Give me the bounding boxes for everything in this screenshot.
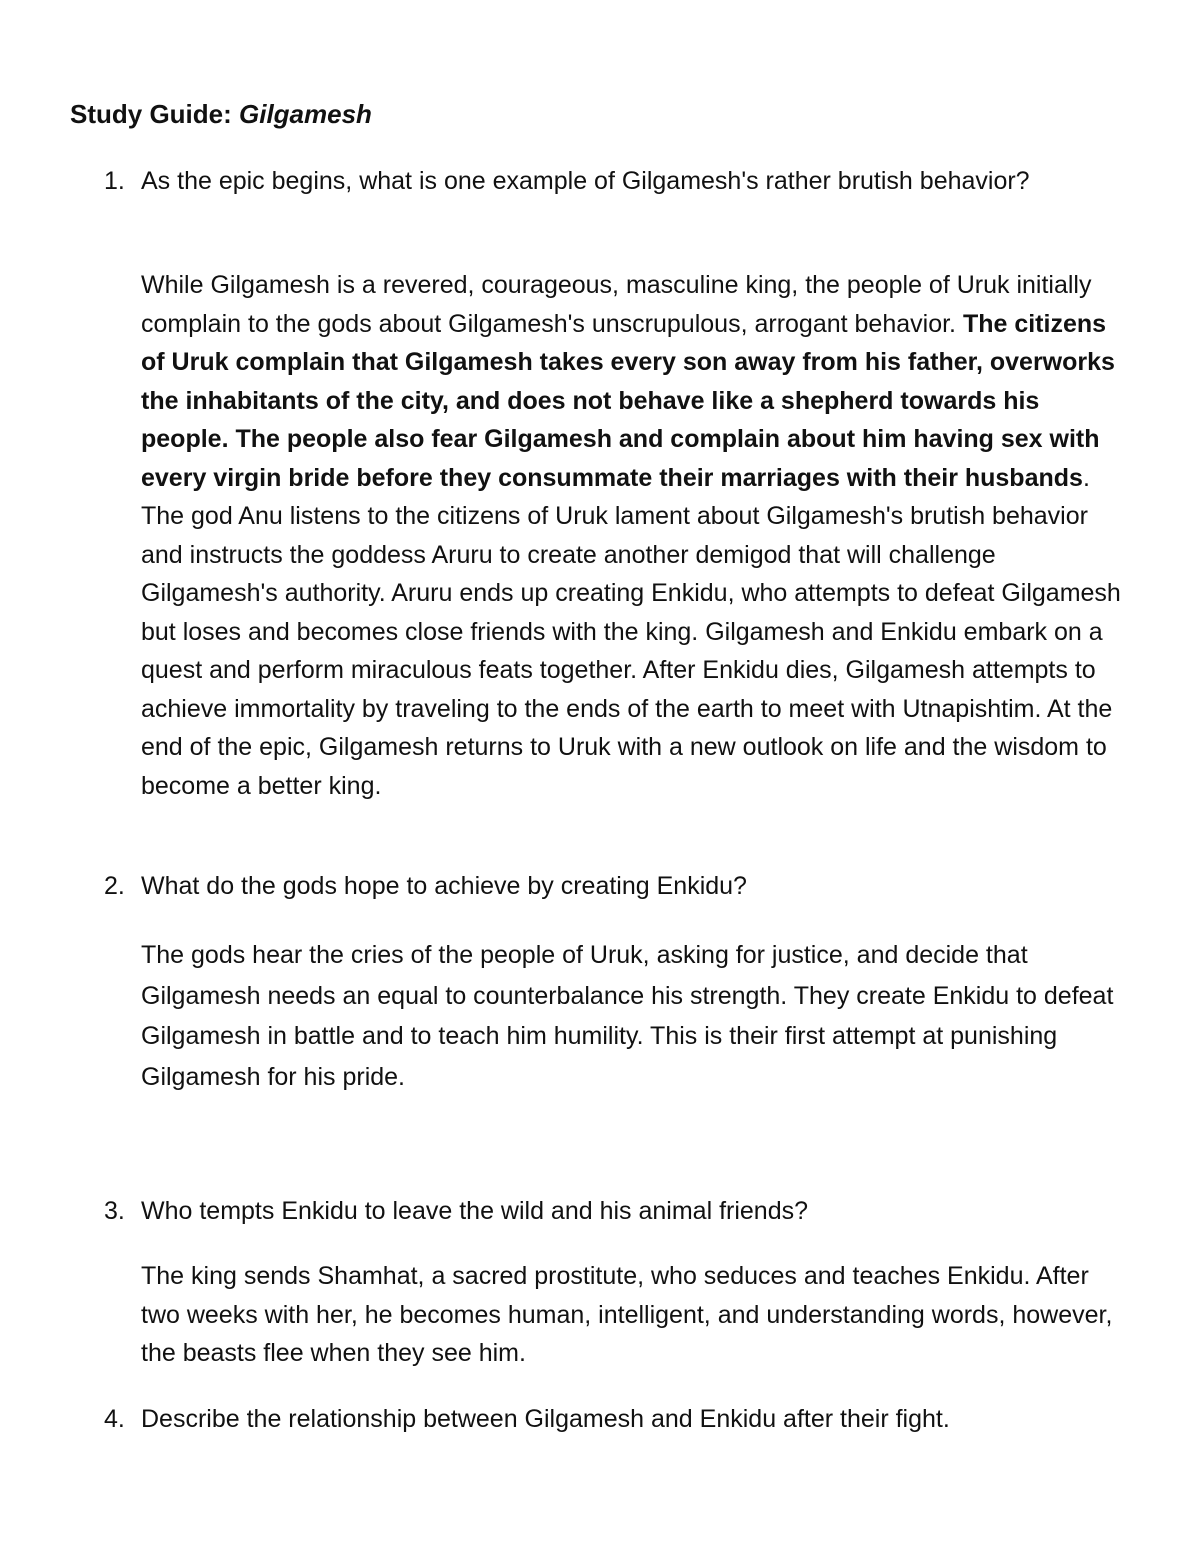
question-text: Describe the relationship between Gilgamesh and Enkidu after their fight. (141, 1405, 950, 1433)
answer-text: The gods hear the cries of the people of Uruk, asking for justice, and decide that Gilgamesh needs an equal to counterbalance his strength. They create Enkidu to defeat Gilgamesh in battle and to teach him humility. This is their first attempt at punishing Gilgamesh for his pride. (141, 941, 1114, 1091)
answer-text: While Gilgamesh is a revered, courageous, masculine king, the people of Uruk initially complain to the gods about Gilgamesh's unscrupulous, arrogant behavior. (141, 271, 1092, 338)
title-emphasis: Gilgamesh (239, 99, 372, 129)
question-number: 3. (104, 1197, 125, 1225)
answer-3 (141, 1257, 1126, 1373)
question-number: 1. (104, 167, 125, 195)
answer-2 (141, 935, 1126, 1097)
question-text: What do the gods hope to achieve by creating Enkidu? (141, 872, 747, 900)
title-prefix: Study Guide: (70, 99, 239, 129)
question-text: As the epic begins, what is one example of Gilgamesh's rather brutish behavior? (141, 167, 1030, 195)
question-number: 4. (104, 1405, 125, 1433)
answer-text: The king sends Shamhat, a sacred prostitute, who seduces and teaches Enkidu. After two weeks with her, he becomes human, intelligent, and understanding words, however, the beasts flee when they see him. (141, 1262, 1113, 1367)
answer-bold-text: The citizens of Uruk complain that Gilgamesh takes every son away from his father, overworks the inhabitants of the city, and does not behave like a shepherd towards his people. The people also fear Gilgamesh and complain about him having sex with every virgin bride before they consummate their marriages with their husbands (141, 309, 1115, 492)
question-number: 2. (104, 872, 125, 900)
answer-text: . The god Anu listens to the citizens of Uruk lament about Gilgamesh's brutish behavior and instructs the goddess Aruru to create another demigod that will challenge Gilgamesh's authority. Aruru ends up creating Enkidu, who attempts to defeat Gilgamesh but loses and becomes close friends with the king. Gilgamesh and Enkidu embark on a quest and perform miraculous feats together. After Enkidu dies, Gilgamesh attempts to achieve immortality by traveling to the ends of the earth to meet with Utnapishtim. At the end of the epic, Gilgamesh returns to Uruk with a new outlook on life and the wisdom to become a better king. (141, 463, 1121, 800)
question-text: Who tempts Enkidu to leave the wild and his animal friends? (141, 1197, 809, 1225)
answer-1 (141, 266, 1126, 805)
document-title (70, 96, 372, 132)
